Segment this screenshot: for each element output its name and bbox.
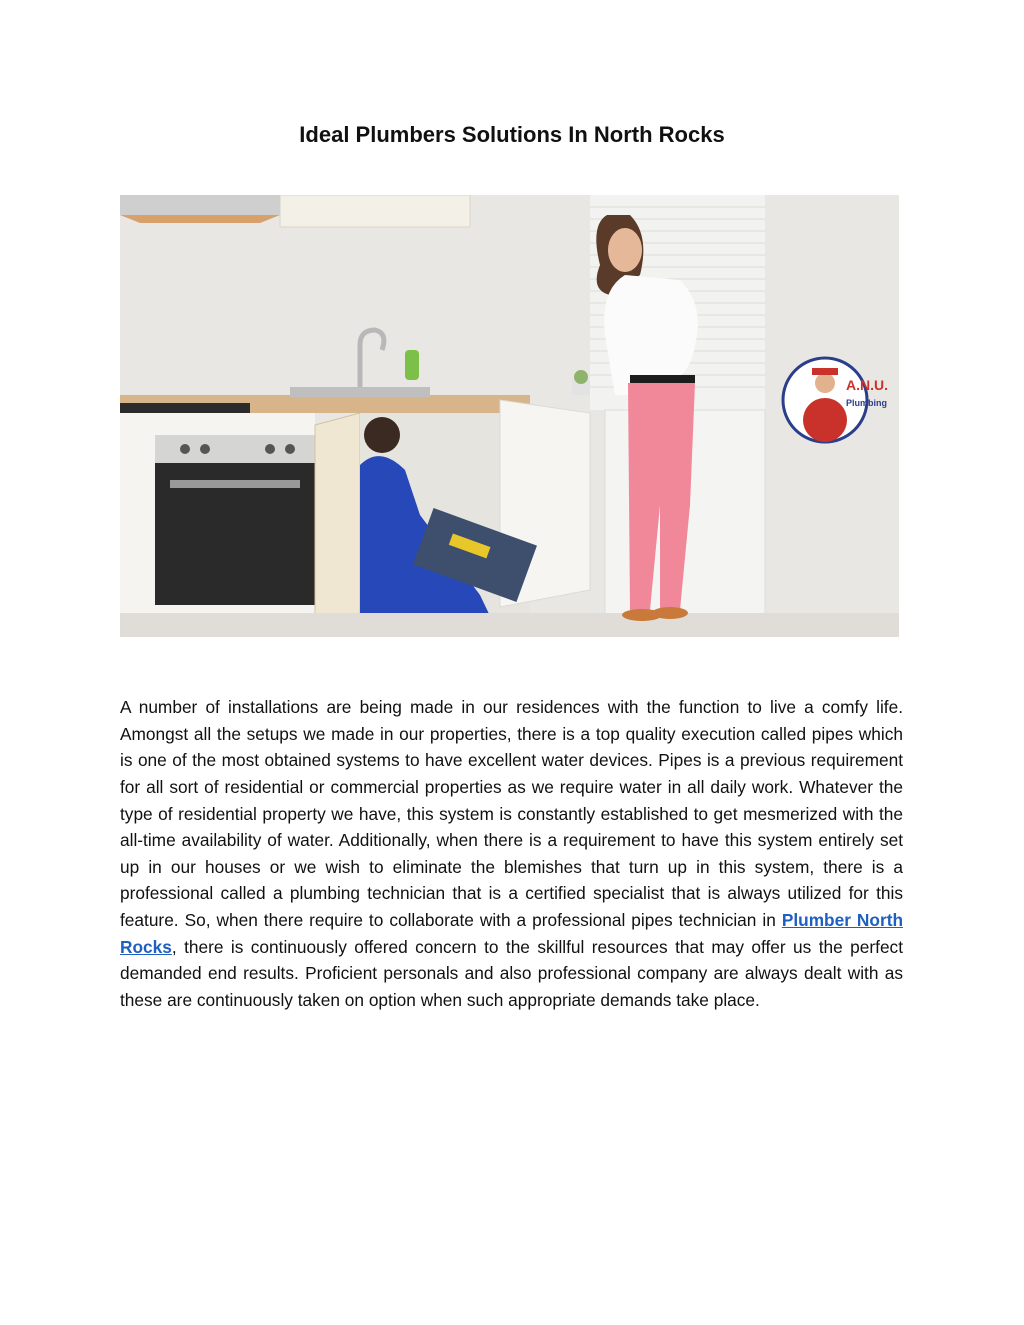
cabinet-door-left [315,413,360,637]
kitchen-plumber-photo [120,195,899,637]
page-title: Ideal Plumbers Solutions In North Rocks [299,122,725,147]
logo-text-top: A.N.U. [846,377,888,393]
body-paragraph [120,694,903,1013]
logo-text-bottom: Plumbing [846,398,887,408]
floor [120,613,899,637]
paragraph-text-start: A number of installations are being made in our residences with the function to live a comfy life. Amongst all the setups we made in our properties, there is a top quality execution called pipes which is one of the most obtained systems to have excellent water devices. Pipes is a previous requirement for all sort of residential or commercial properties as we require water in all daily work. Whatever the type of residential property we have, this system is constantly established to get mesmerized with the all-time availability of water. Additionally, when there is a requirement to have this system entirely set up in our houses or we wish to eliminate the blemishes that turn up in this system, there is a professional called a plumbing technician that is a certified specialist that is always utilized for this feature. So, when there require to collaborate with a professional pipes technician in [120,697,903,931]
upper-cabinets [280,195,470,227]
paragraph-text-end: , there is continuously offered concern to the skillful resources that may offer us the perfect demanded end results. Proficient personals and also professional company are always dealt with as these are continuously taken on option when such appropriate demands take place. [120,936,903,1010]
plumber-north-rocks-link[interactable]: Plumber North Rocks [120,910,904,957]
